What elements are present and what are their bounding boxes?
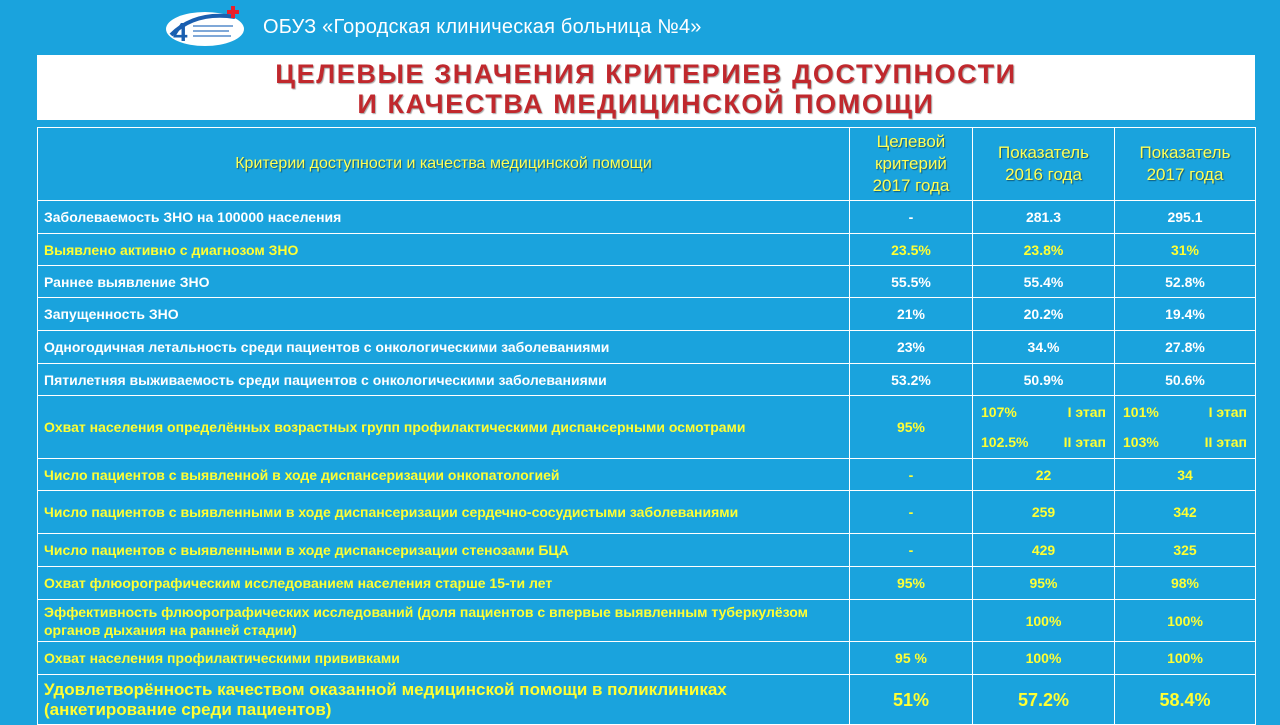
value-2016-cell [973, 396, 1115, 459]
value-2017-cell: 19.4% [1115, 298, 1256, 331]
table-row [38, 491, 1256, 534]
criterion-cell: Заболеваемость ЗНО на 100000 населения [38, 201, 850, 234]
table-row [38, 600, 1256, 642]
criterion-cell: Одногодичная летальность среди пациентов с онкологическими заболеваниями [38, 331, 850, 364]
table-row [38, 201, 1256, 234]
value-2017-cell: 34 [1115, 459, 1256, 491]
value-2016-cell: 57.2% [973, 675, 1115, 725]
criterion-cell: Эффективность флюорографических исследований (доля пациентов с впервые выявленным туберкулёзом органов дыхания на ранней стадии) [38, 600, 850, 642]
svg-text:4: 4 [173, 17, 188, 47]
title-line-2: И КАЧЕСТВА МЕДИЦИНСКОЙ ПОМОЩИ [357, 89, 935, 119]
criterion-cell: Удовлетворённость качеством оказанной медицинской помощи в поликлиниках (анкетирование среди пациентов) [38, 675, 850, 725]
value-2016-cell: 50.9% [973, 364, 1115, 396]
column-header-2016: Показатель 2016 года [973, 128, 1115, 201]
value-2017-cell: 342 [1115, 491, 1256, 534]
criterion-cell: Запущенность ЗНО [38, 298, 850, 331]
target-cell: 53.2% [850, 364, 973, 396]
target-cell: - [850, 491, 973, 534]
value-2017-cell: 52.8% [1115, 266, 1256, 298]
stage-label: II этап [1204, 434, 1247, 450]
table-row [38, 331, 1256, 364]
stage-label: I этап [1067, 404, 1106, 420]
criterion-cell: Раннее выявление ЗНО [38, 266, 850, 298]
value-2017-cell [1115, 396, 1256, 459]
target-cell: 55.5% [850, 266, 973, 298]
value-2017-cell: 98% [1115, 567, 1256, 600]
organization-name: ОБУЗ «Городская клиническая больница №4» [263, 15, 702, 38]
value-2017-cell: 295.1 [1115, 201, 1256, 234]
stage-line [1121, 433, 1249, 451]
value-2016-cell: 20.2% [973, 298, 1115, 331]
value-2017-cell: 50.6% [1115, 364, 1256, 396]
target-cell: 95 % [850, 642, 973, 675]
target-cell: 51% [850, 675, 973, 725]
target-cell: 21% [850, 298, 973, 331]
value-2016-cell: 95% [973, 567, 1115, 600]
stage-value: 102.5% [981, 434, 1029, 450]
header [165, 4, 702, 50]
criterion-cell: Пятилетняя выживаемость среди пациентов с онкологическими заболеваниями [38, 364, 850, 396]
stage-line [979, 403, 1108, 421]
table-row [38, 396, 1256, 459]
criterion-cell: Охват населения определённых возрастных групп профилактическими диспансерными осмотрами [38, 396, 850, 459]
title-banner [37, 55, 1255, 120]
table-row [38, 234, 1256, 266]
value-2016-cell: 55.4% [973, 266, 1115, 298]
target-cell: 95% [850, 396, 973, 459]
table-row [38, 534, 1256, 567]
stage-line [979, 433, 1108, 451]
table-row [38, 298, 1256, 331]
value-2016-cell: 100% [973, 600, 1115, 642]
stage-line [1121, 403, 1249, 421]
table-row [38, 567, 1256, 600]
value-2017-cell: 58.4% [1115, 675, 1256, 725]
stage-label: I этап [1208, 404, 1247, 420]
hospital-logo-icon [165, 5, 245, 49]
column-header-criteria: Критерии доступности и качества медицинской помощи [38, 128, 850, 201]
criterion-cell: Число пациентов с выявленными в ходе диспансеризации стенозами БЦА [38, 534, 850, 567]
column-header-2017: Показатель 2017 года [1115, 128, 1256, 201]
target-cell: 95% [850, 567, 973, 600]
table-row [38, 459, 1256, 491]
table-row [38, 266, 1256, 298]
value-2016-cell: 22 [973, 459, 1115, 491]
target-cell: 23% [850, 331, 973, 364]
table-header-row [38, 128, 1256, 201]
stage-value: 107% [981, 404, 1017, 420]
target-cell: - [850, 201, 973, 234]
value-2016-cell: 34.% [973, 331, 1115, 364]
value-2016-cell: 429 [973, 534, 1115, 567]
stage-label: II этап [1063, 434, 1106, 450]
target-cell: - [850, 459, 973, 491]
title-line-1: ЦЕЛЕВЫЕ ЗНАЧЕНИЯ КРИТЕРИЕВ ДОСТУПНОСТИ [275, 59, 1017, 89]
value-2017-cell: 31% [1115, 234, 1256, 266]
value-2017-cell: 27.8% [1115, 331, 1256, 364]
criterion-cell: Охват флюорографическим исследованием населения старше 15-ти лет [38, 567, 850, 600]
value-2017-cell: 325 [1115, 534, 1256, 567]
value-2016-cell: 23.8% [973, 234, 1115, 266]
criteria-table [37, 127, 1256, 725]
table-row [38, 364, 1256, 396]
criterion-cell: Число пациентов с выявленной в ходе диспансеризации онкопатологией [38, 459, 850, 491]
value-2017-cell: 100% [1115, 600, 1256, 642]
criterion-cell: Число пациентов с выявленными в ходе диспансеризации сердечно-сосудистыми заболеваниями [38, 491, 850, 534]
column-header-target: Целевой критерий 2017 года [850, 128, 973, 201]
table-row [38, 642, 1256, 675]
target-cell: 23.5% [850, 234, 973, 266]
criterion-cell: Охват населения профилактическими прививками [38, 642, 850, 675]
stage-value: 101% [1123, 404, 1159, 420]
criterion-cell: Выявлено активно с диагнозом ЗНО [38, 234, 850, 266]
value-2016-cell: 259 [973, 491, 1115, 534]
value-2016-cell: 100% [973, 642, 1115, 675]
value-2017-cell: 100% [1115, 642, 1256, 675]
stage-value: 103% [1123, 434, 1159, 450]
table-row [38, 675, 1256, 725]
target-cell: - [850, 534, 973, 567]
value-2016-cell: 281.3 [973, 201, 1115, 234]
target-cell [850, 600, 973, 642]
